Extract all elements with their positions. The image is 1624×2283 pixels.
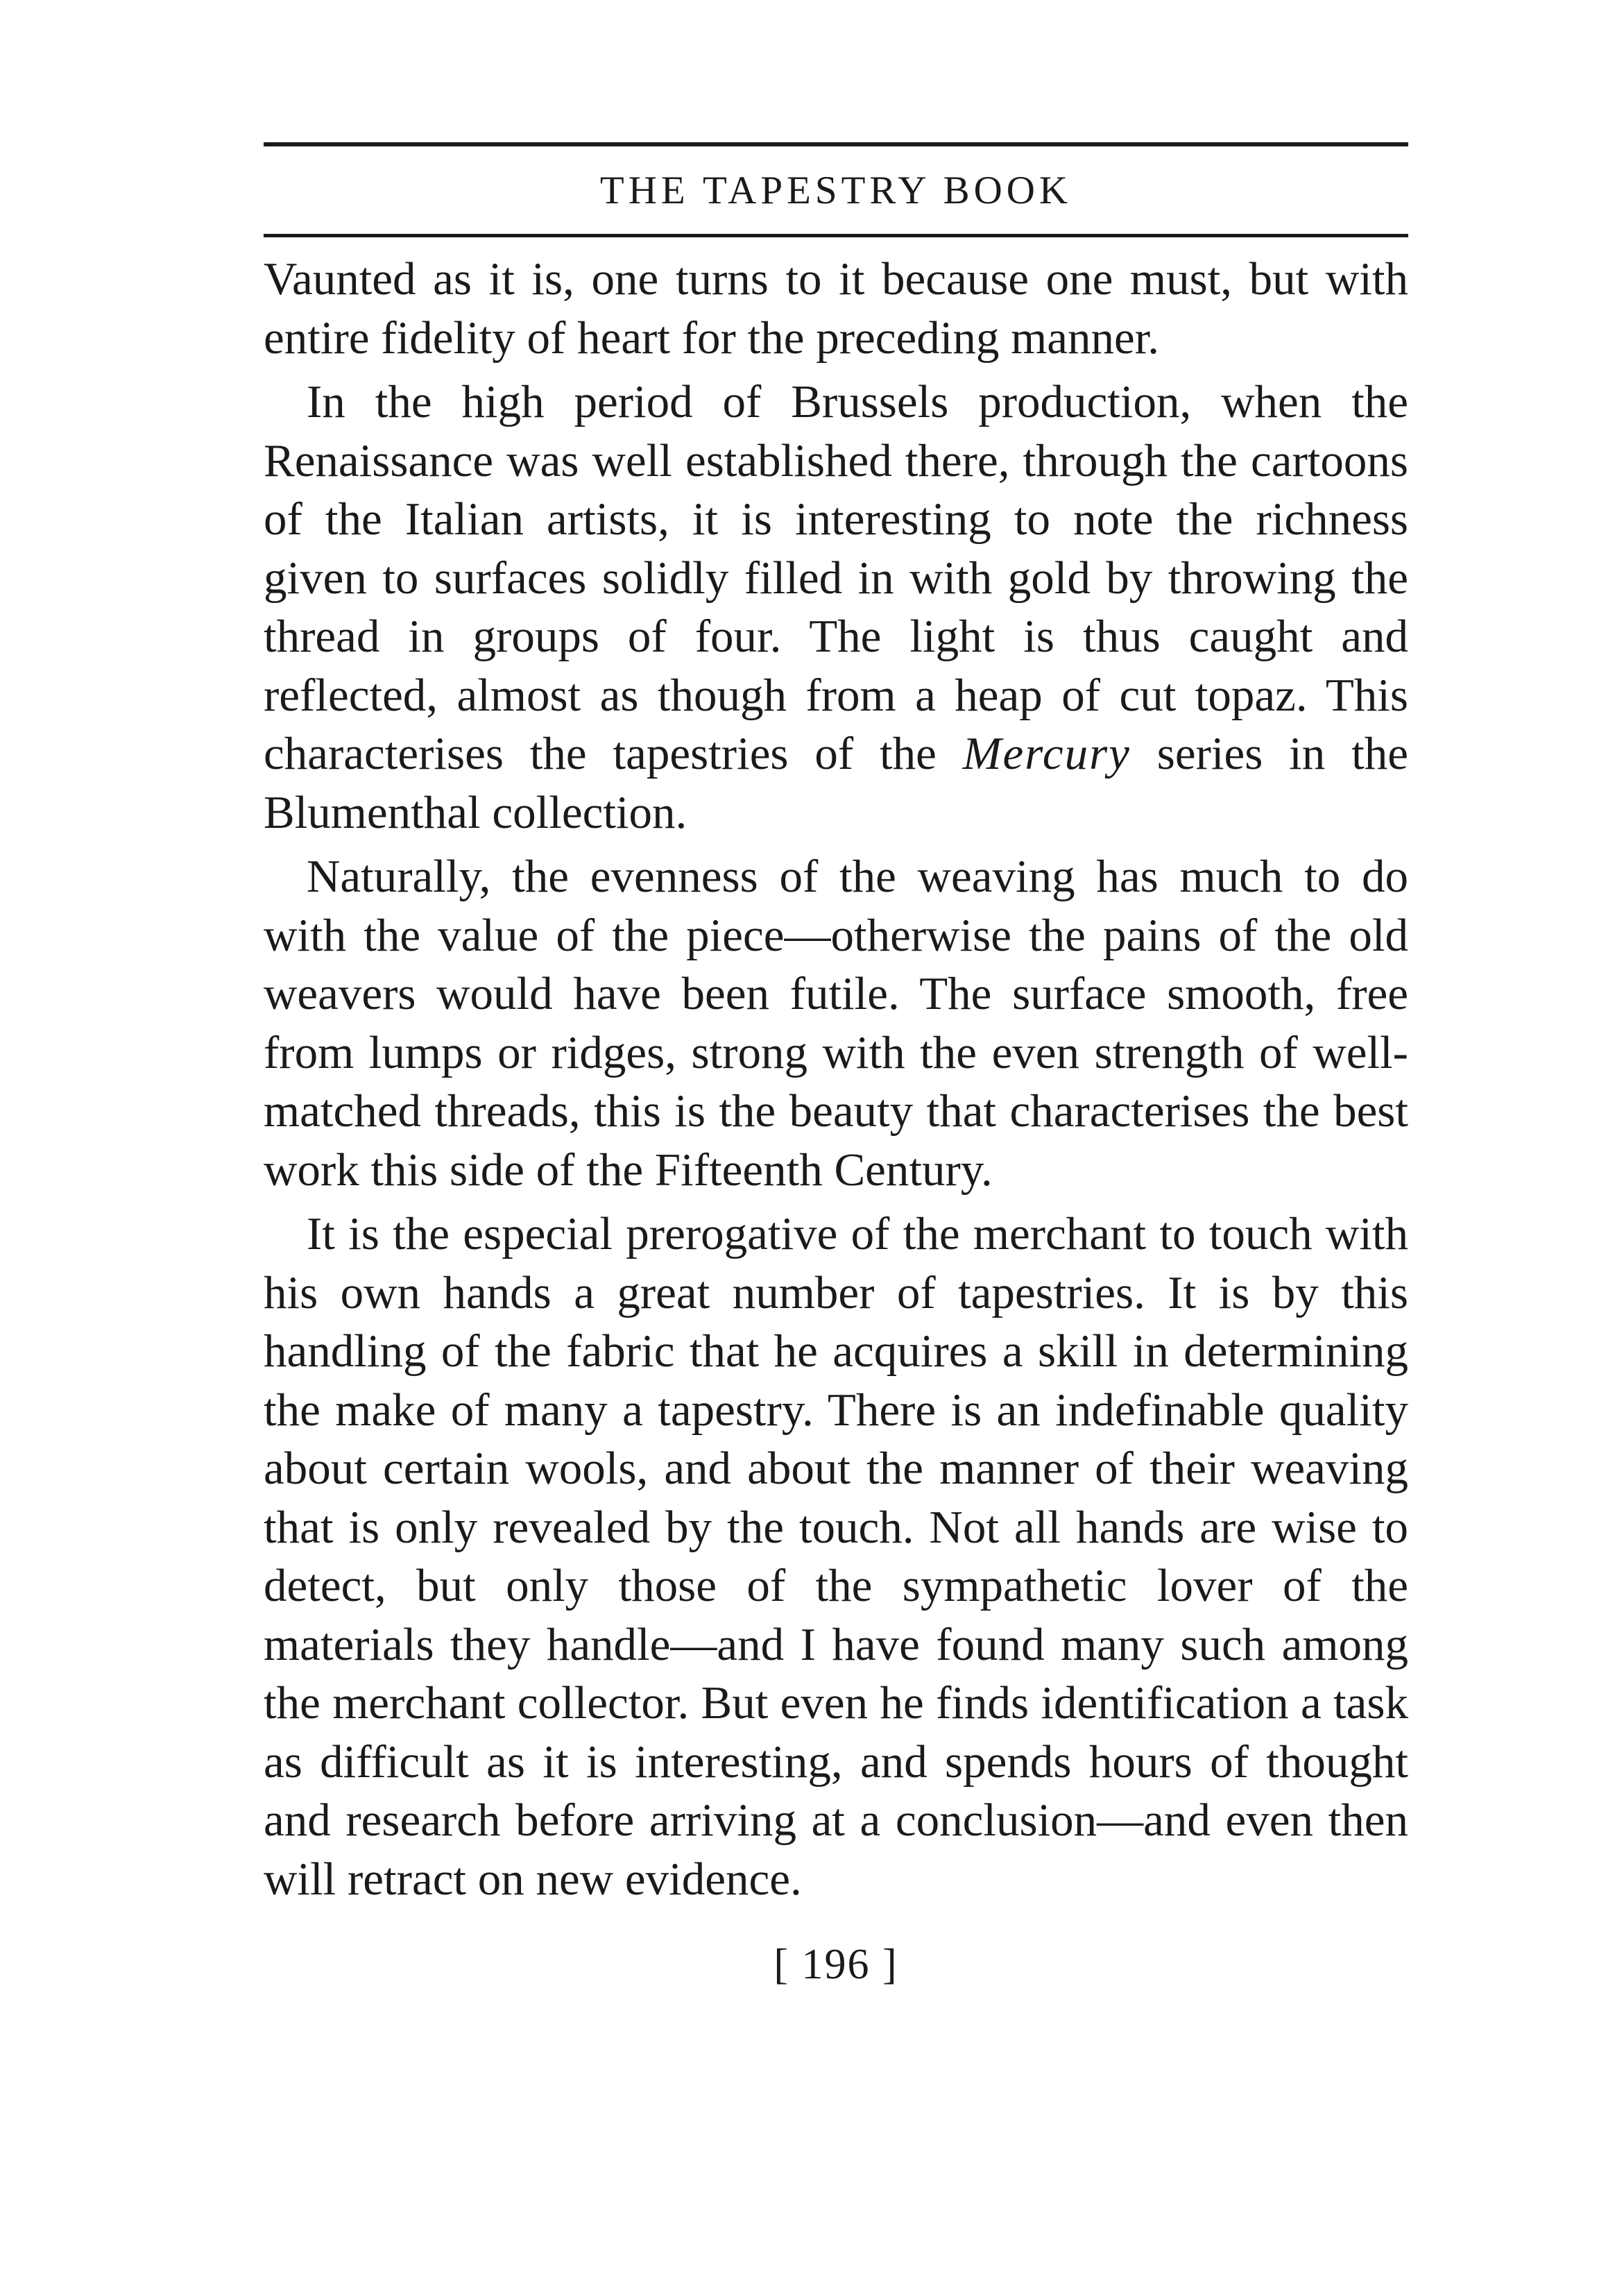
- italic-title: Mercury: [962, 728, 1131, 779]
- paragraph-2-text: In the high period of Brussels production, when the Renaissance was well established there, through the cartoons of the Italian artists, it is interesting to note the richness given to surfaces solidly filled in with gold by throwing the thread in groups of four. The light is thus caught and reflected, almost as though from a heap of cut topaz. This characterises the tapestries of the: [264, 376, 1408, 779]
- paragraph-2-text-end: series in the Blumenthal collection.: [264, 728, 1408, 838]
- paragraph-3-text: Naturally, the evenness of the weaving has much to do with the value of the piece—otherwise the pains of the old weavers would have been futile. The surface smooth, free from lumps or ridges, strong with the even strength of well-matched threads, this is the beauty that characterises the best work this side of the Fifteenth Century.: [264, 851, 1408, 1196]
- paragraph-4-text: It is the especial prerogative of the merchant to touch with his own hands a great number of tapestries. It is by this handling of the fabric that he acquires a skill in determining the make of many a tapestry. There is an indefinable quality about certain wools, and about the manner of their weaving that is only revealed by the touch. Not all hands are wise to detect, but only those of the sympathetic lover of the materials they handle—and I have found many such among the merchant collector. But even he finds identification a task as difficult as it is interesting, and spends hours of thought and research before arriving at a conclusion—and even then will retract on new evidence.: [264, 1208, 1408, 1905]
- body-text: [264, 250, 1408, 1908]
- paragraph-1: [264, 250, 1408, 367]
- paragraph-1-text: Vaunted as it is, one turns to it because one must, but with entire fidelity of heart for the preceding manner.: [264, 253, 1408, 364]
- paragraph-2: [264, 373, 1408, 842]
- header-rule-bottom: [264, 234, 1408, 237]
- running-head: THE TAPESTRY BOOK: [599, 169, 1072, 212]
- book-page: [264, 142, 1408, 1989]
- page-number: [ 196 ]: [773, 1941, 898, 1988]
- paragraph-4: [264, 1205, 1408, 1908]
- paragraph-3: [264, 847, 1408, 1199]
